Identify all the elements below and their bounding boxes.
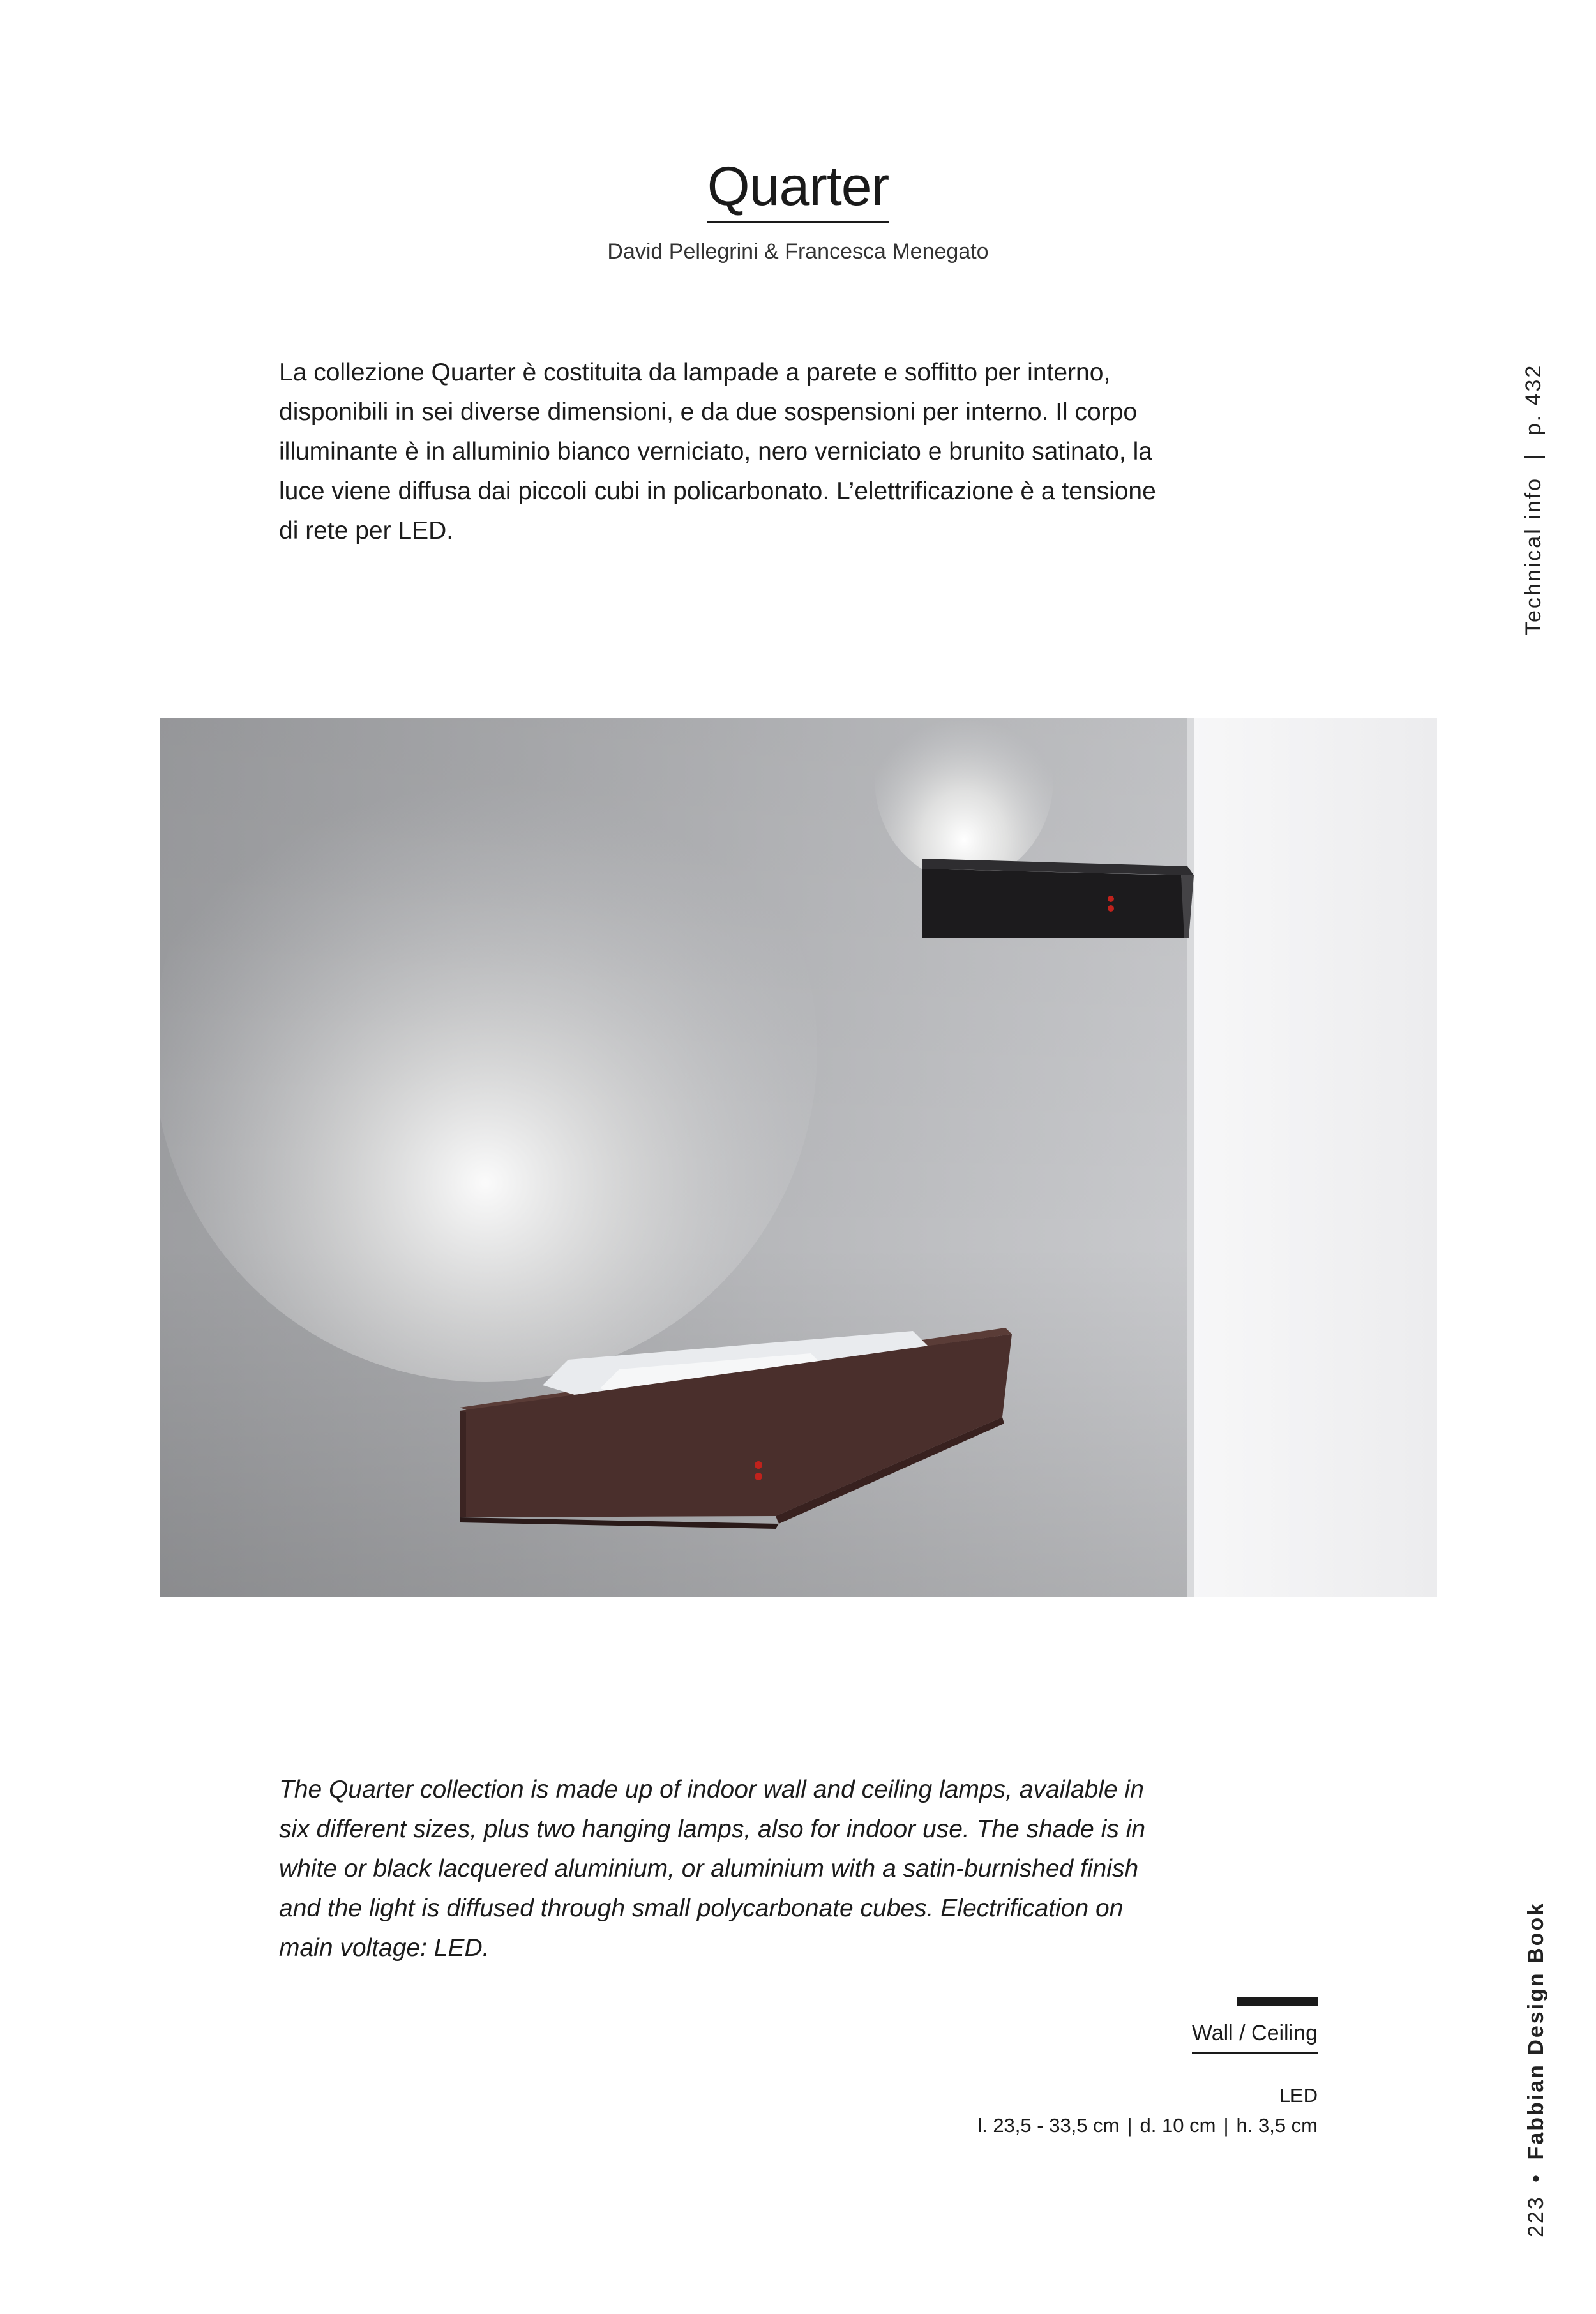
page-footer	[1519, 1901, 1553, 2237]
product-photo	[160, 718, 1437, 1597]
wall-corner	[1187, 718, 1194, 1597]
side-wall	[1191, 718, 1437, 1597]
spec-height: h. 3,5 cm	[1236, 2114, 1318, 2137]
technical-info-page: p. 432	[1521, 363, 1546, 436]
description-english: The Quarter collection is made up of indoor wall and ceiling lamps, available in six different sizes, plus two hanging lamps, also for indoor use. The shade is in white or black lacquered aluminium, or aluminium with a satin-burnished finish and the light is diffused through small polycarbonate cubes. Electrification on main voltage: LED.	[279, 1776, 1146, 1962]
light-glow-large	[160, 718, 817, 1382]
spec-dimensions	[977, 2114, 1318, 2137]
designers: David Pellegrini & Francesca Menegato	[607, 239, 989, 264]
led-indicator	[755, 1473, 762, 1480]
led-indicator	[1108, 905, 1114, 912]
technical-info-reference[interactable]	[1517, 354, 1550, 635]
book-title: Fabbian Design Book	[1524, 1901, 1548, 2160]
description-italian: La collezione Quarter è costituita da lampade a parete e soffitto per interno, disponibili in sei diverse dimensioni, e da due sospensioni per interno. Il corpo illuminante è in alluminio bianco verniciato, nero verniciato e brunito satinato, la luce viene diffusa dai piccoli cubi in policarbonato. L’elettrificazione è a tensione di rete per LED.	[279, 359, 1156, 545]
title-block	[0, 156, 1596, 264]
spec-accent-bar	[1237, 1997, 1318, 2006]
spec-separator: |	[1223, 2114, 1229, 2137]
spec-category: Wall / Ceiling	[1192, 2021, 1318, 2054]
page-number: 223	[1524, 2195, 1548, 2237]
product-title: Quarter	[707, 156, 889, 223]
led-indicator	[1108, 896, 1114, 902]
spec-separator: |	[1127, 2114, 1133, 2137]
led-indicator	[755, 1461, 762, 1469]
spec-depth: d. 10 cm	[1140, 2114, 1216, 2137]
small-lamp	[922, 859, 1194, 938]
spec-length: l. 23,5 - 33,5 cm	[977, 2114, 1120, 2137]
technical-info-separator: |	[1521, 452, 1546, 460]
footer-bullet: •	[1524, 2172, 1548, 2183]
technical-info-label: Technical info	[1521, 476, 1546, 635]
product-photo-drawing	[160, 718, 1437, 1597]
spec-light-source: LED	[1279, 2084, 1318, 2107]
